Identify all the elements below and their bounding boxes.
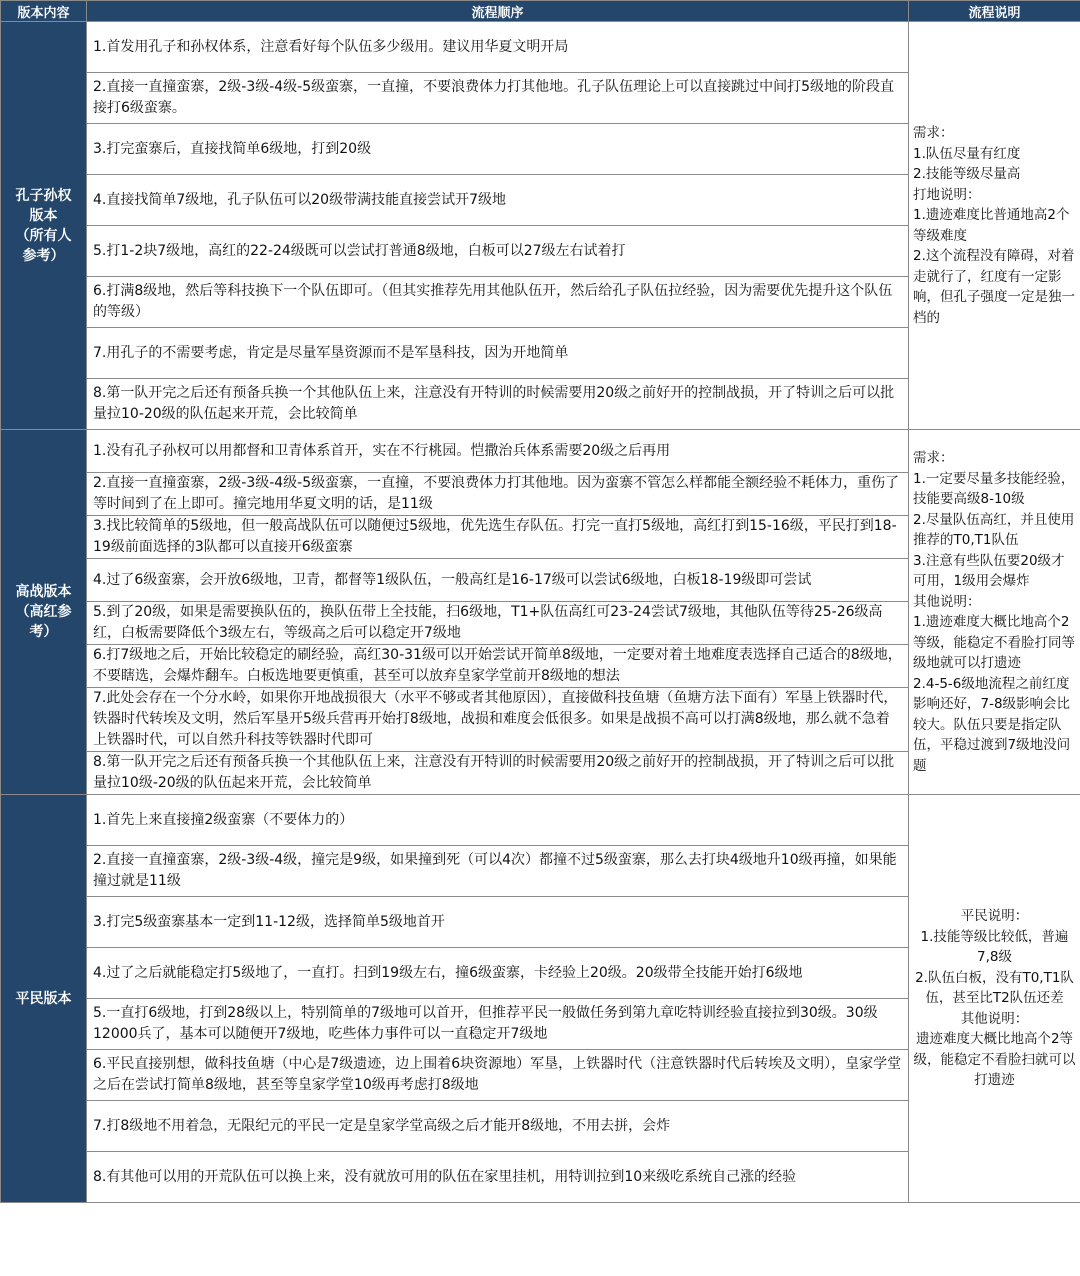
flow-step: 2.直接一直撞蛮寨，2级-3级-4级-5级蛮寨，一直撞，不要浪费体力打其他地。孔子队伍理论上可以直接跳过中间打5级地的阶段直接打6级蛮寨。: [87, 73, 909, 124]
header-version: 版本内容: [1, 1, 87, 22]
flow-description-pingmin: 平民说明： 1.技能等级比较低，普遍7,8级 2.队伍白板，没有T0,T1队伍，甚至比T2队伍还差 其他说明： 遗迹难度大概比地高个2等级，能稳定不看脸扫就可以打遗迹: [909, 795, 1080, 1203]
table-row: [1, 22, 1080, 73]
header-description: 流程说明: [909, 1, 1080, 22]
flow-description-gaozhan: 需求： 1.一定要尽量多技能经验，技能要高级8-10级 2.尽量队伍高红，并且使用推荐的T0,T1队伍 3.注意有些队伍要20级才可用，1级用会爆炸 其他说明： 1.遗迹难度大概比地高个2等级，能稳定不看脸打同等级地就可以打遗迹 2.4-5-6级地流程之前红度影响还好，7-8级影响会比较大。队伍只要是指定队伍，平稳过渡到7级地没问题: [909, 430, 1080, 795]
flow-step: 4.直接找简单7级地，孔子队伍可以20级带满技能直接尝试开7级地: [87, 175, 909, 226]
flow-step: 8.第一队开完之后还有预备兵换一个其他队伍上来，注意没有开特训的时候需要用20级之前好开的控制战损，开了特训之后可以批量拉10-20级的队伍起来开荒，会比较简单: [87, 379, 909, 430]
flow-step: 8.有其他可以用的开荒队伍可以换上来，没有就放可用的队伍在家里挂机，用特训拉到10来级吃系统自己涨的经验: [87, 1152, 909, 1203]
table-row: [1, 795, 1080, 846]
header-row: [1, 1, 1080, 22]
flow-step: 7.用孔子的不需要考虑，肯定是尽量军垦资源而不是军垦科技，因为开地简单: [87, 328, 909, 379]
flow-step: 1.首发用孔子和孙权体系，注意看好每个队伍多少级用。建议用华夏文明开局: [87, 22, 909, 73]
flow-step: 8.第一队开完之后还有预备兵换一个其他队伍上来，注意没有开特训的时候需要用20级之前好开的控制战损，开了特训之后可以批量拉10级-20级的队伍起来开荒，会比较简单: [87, 752, 909, 795]
header-flow: 流程顺序: [87, 1, 909, 22]
version-label-pingmin: 平民版本: [1, 795, 87, 1203]
flow-step: 4.过了6级蛮寨，会开放6级地，卫青，都督等1级队伍，一般高红是16-17级可以尝试6级地，白板18-19级即可尝试: [87, 559, 909, 602]
table-row: [1, 430, 1080, 473]
flow-step: 1.首先上来直接撞2级蛮寨（不要体力的）: [87, 795, 909, 846]
version-label-gaozhan: 高战版本 （高红参 考）: [1, 430, 87, 795]
flow-step: 1.没有孔子孙权可以用都督和卫青体系首开，实在不行桃园。恺撒治兵体系需要20级之后再用: [87, 430, 909, 473]
flow-step: 3.找比较简单的5级地，但一般高战队伍可以随便过5级地，优先选生存队伍。打完一直打5级地，高红打到15-16级，平民打到18-19级前面选择的3队都可以直接开6级蛮寨: [87, 516, 909, 559]
flow-step: 6.打满8级地，然后等科技换下一个队伍即可。（但其实推荐先用其他队伍开，然后给孔子队伍拉经验，因为需要优先提升这个队伍的等级）: [87, 277, 909, 328]
flow-step: 5.到了20级，如果是需要换队伍的，换队伍带上全技能，扫6级地，T1+队伍高红可23-24尝试7级地，其他队伍等待25-26级高红，白板需要降低个3级左右，等级高之后可以稳定开7级地: [87, 602, 909, 645]
flow-step: 4.过了之后就能稳定打5级地了，一直打。扫到19级左右，撞6级蛮寨，卡经验上20级。20级带全技能开始打6级地: [87, 948, 909, 999]
flow-step: 3.打完5级蛮寨基本一定到11-12级，选择简单5级地首开: [87, 897, 909, 948]
flow-description-kongzi: 需求： 1.队伍尽量有红度 2.技能等级尽量高 打地说明： 1.遗迹难度比普通地高2个等级难度 2.这个流程没有障碍，对着走就行了，红度有一定影响，但孔子强度一定是独一档的: [909, 22, 1080, 430]
flow-step: 5.一直打6级地，打到28级以上，特别简单的7级地可以首开，但推荐平民一般做任务到第九章吃特训经验直接拉到30级。30级12000兵了，基本可以随便开7级地，吃些体力事件可以一直稳定开7级地: [87, 999, 909, 1050]
flow-step: 3.打完蛮寨后，直接找简单6级地，打到20级: [87, 124, 909, 175]
flow-step: 6.打7级地之后，开始比较稳定的刷经验，高红30-31级可以开始尝试开简单8级地，一定要对着土地难度表选择自己适合的8级地，不要瞎选，会爆炸翻车。白板选地要更慎重，甚至可以放弃皇家学堂前开8级地的想法: [87, 645, 909, 688]
flow-step: 5.打1-2块7级地，高红的22-24级既可以尝试打普通8级地，白板可以27级左右试着打: [87, 226, 909, 277]
flow-step: 2.直接一直撞蛮寨，2级-3级-4级-5级蛮寨，一直撞，不要浪费体力打其他地。因为蛮寨不管怎么样都能全额经验不耗体力，重伤了等时间到了在上即可。撞完地用华夏文明的话，是11级: [87, 473, 909, 516]
flow-step: 7.此处会存在一个分水岭，如果你开地战损很大（水平不够或者其他原因），直接做科技鱼塘（鱼塘方法下面有）军垦上铁器时代，铁器时代转埃及文明，然后军垦开5级兵营再开始打8级地，战损和难度会低很多。如果是战损不高可以打满8级地，那么就不急着上铁器时代，可以自然升科技等铁器时代即可: [87, 688, 909, 752]
flow-step: 7.打8级地不用着急，无限纪元的平民一定是皇家学堂高级之后才能开8级地，不用去拼，会炸: [87, 1101, 909, 1152]
flow-step: 6.平民直接别想，做科技鱼塘（中心是7级遗迹，边上围着6块资源地）军垦，上铁器时代（注意铁器时代后转埃及文明），皇家学堂之后在尝试打简单8级地，甚至等皇家学堂10级再考虑打8级地: [87, 1050, 909, 1101]
flow-step: 2.直接一直撞蛮寨，2级-3级-4级，撞完是9级，如果撞到死（可以4次）都撞不过5级蛮寨，那么去打块4级地升10级再撞，如果能撞过就是11级: [87, 846, 909, 897]
version-label-kongzi: 孔子孙权 版本 （所有人 参考）: [1, 22, 87, 430]
